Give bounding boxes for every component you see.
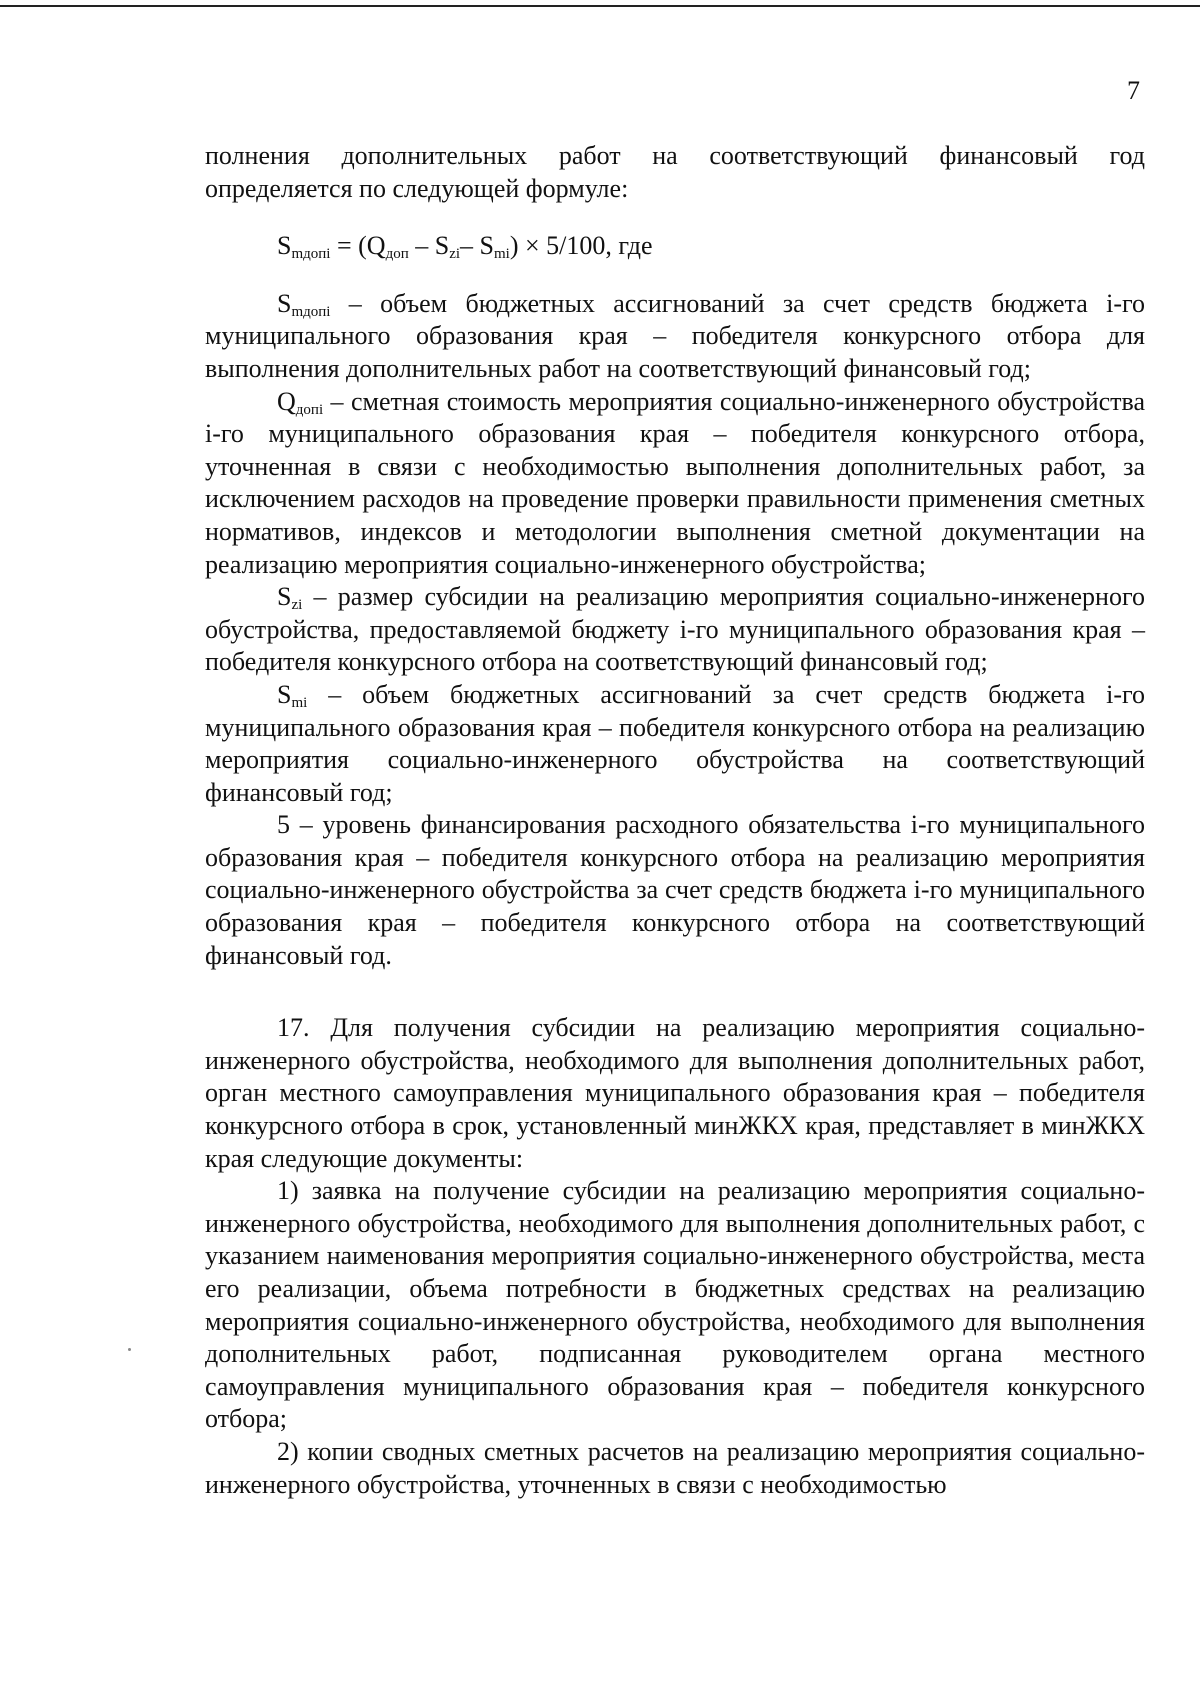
definition-text: – размер субсидии на реализацию мероприятия социально-инженерного обустройства, предоставляемой бюджету i-го муниципального образования края – победителя конкурсного отбора на соответствующий финансовый год; xyxy=(205,582,1145,677)
top-border-line xyxy=(0,5,1200,7)
definition-text: – объем бюджетных ассигнований за счет средств бюджета i-го муниципального образования края – победителя конкурсного отбора для выполнения дополнительных работ на соответствующий финансовый год; xyxy=(205,288,1145,383)
formula-s1-sub: zi xyxy=(449,246,461,263)
page-number: 7 xyxy=(1127,76,1140,105)
definition-symbol: S xyxy=(277,582,292,612)
formula-lhs: S xyxy=(277,231,292,261)
definition-subscript: допi xyxy=(295,401,324,418)
definition-text: – сметная стоимость мероприятия социально-инженерного обустройства i-го муниципального образования края – победителя конкурсного отбора, уточненная в связи с необходимостью выполнения дополнительных работ, за исключением расходов на проведение проверки правильности применения сметных нормативов, индексов и методологии выполнения сметной документации на реализацию мероприятия социально-инженерного обустройства; xyxy=(205,386,1145,579)
definition-qdop xyxy=(205,386,1145,582)
paragraph-gap xyxy=(205,972,1145,1012)
formula-q-sub: доп xyxy=(385,246,409,263)
definition-symbol: 5 xyxy=(277,810,290,840)
section-17-paragraph: 17. Для получения субсидии на реализацию мероприятия социально-инженерного обустройства, необходимого для выполнения дополнительных работ, орган местного самоуправления муниципального образования края – победителя конкурсного отбора в срок, установленный минЖКХ края, представляет в минЖКХ края следующие документы: xyxy=(205,1013,1145,1173)
definition-text: – объем бюджетных ассигнований за счет средств бюджета i-го муниципального образования края – победителя конкурсного отбора на реализацию мероприятия социально-инженерного обустройства на соответствующий финансовый год; xyxy=(205,679,1145,807)
list-item-1: 1) заявка на получение субсидии на реализацию мероприятия социально-инженерного обустройства, необходимого для выполнения дополнительных работ, с указанием наименования мероприятия социально-инженерного обустройства, места его реализации, объема потребности в бюджетных средствах на реализацию мероприятия социально-инженерного обустройства, необходимого для выполнения дополнительных работ, подписанная руководителем органа местного самоуправления муниципального образования края – победителя конкурсного отбора; xyxy=(205,1176,1145,1434)
formula-s2-sub: mi xyxy=(494,246,510,263)
formula-tail: ) × 5/100, где xyxy=(509,231,653,261)
definition-subscript: zi xyxy=(291,597,303,614)
definition-subscript: mi xyxy=(291,694,308,711)
definition-szi xyxy=(205,581,1145,679)
formula-eq: = (Q xyxy=(330,231,386,261)
intro-paragraph: полнения дополнительных работ на соответствующий финансовый год определяется по следующей формуле: xyxy=(205,141,1145,203)
definition-five xyxy=(205,809,1145,972)
formula-minus2: – S xyxy=(460,231,495,261)
definition-smi xyxy=(205,679,1145,809)
definition-symbol: S xyxy=(277,288,292,318)
formula-lhs-sub: mдопi xyxy=(291,246,331,263)
list-item-2: 2) копии сводных сметных расчетов на реализацию мероприятия социально-инженерного обустройства, уточненных в связи с необходимостью xyxy=(205,1436,1145,1499)
definition-symbol: S xyxy=(277,679,292,709)
formula-minus1: – S xyxy=(408,231,450,261)
formula xyxy=(277,230,1145,263)
definition-symbol: Q xyxy=(277,386,296,416)
document-body xyxy=(205,140,1145,1501)
scan-speck xyxy=(128,1348,131,1351)
definition-smdop xyxy=(205,288,1145,386)
definition-subscript: mдопi xyxy=(291,303,331,320)
definition-text: – уровень финансирования расходного обязательства i-го муниципального образования края – победителя конкурсного отбора на реализацию мероприятия социально-инженерного обустройства за счет средств бюджета i-го муниципального образования края – победителя конкурсного отбора на соответствующий финансовый год. xyxy=(205,810,1145,970)
